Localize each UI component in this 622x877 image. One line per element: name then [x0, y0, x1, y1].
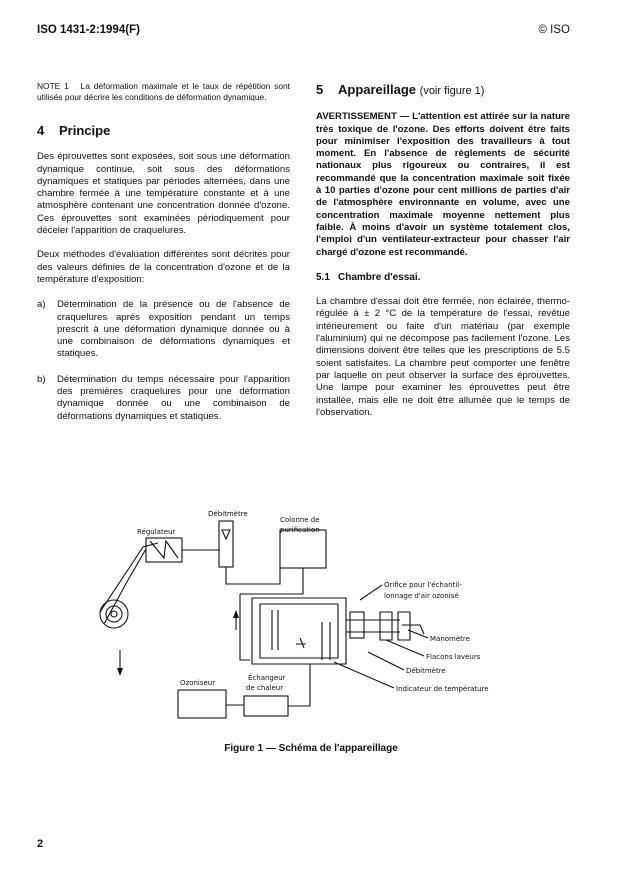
section-5-title-suffix: (voir figure 1) — [419, 85, 485, 97]
gas-washer-2 — [398, 612, 410, 640]
flowmeter-top-symbol — [222, 530, 230, 539]
leader-orifice — [360, 585, 382, 600]
section-5-heading — [316, 84, 570, 97]
heat-exchanger-box — [244, 696, 288, 716]
label-debitmetre-bottom: Débitmètre — [406, 667, 446, 675]
label-regulateur: Régulateur — [137, 528, 176, 536]
section-5-1-heading — [316, 272, 570, 284]
pipe-column-chamber — [240, 568, 303, 594]
pipe-chamber-left — [240, 594, 250, 660]
label-orifice-1: Orifice pour l'échantil- — [384, 581, 462, 589]
list-item-b-text: Détermination du temps nécessaire pour l'apparition des premières craquelures pour une déformation dynamique donnée ou une combinaison de déformations dynamiques et statiques. — [57, 373, 290, 422]
list-item-b — [37, 374, 290, 423]
chamber-fixture — [272, 610, 278, 650]
pipe-flow-column — [226, 567, 280, 584]
section-5-1-text: La chambre d'essai doit être fermée, non éclairée, thermo-régulée à ± 2 °C de la température de l'essai, revêtue intérieurement ou faite d'un matériau (par exemple l'aluminium) qui ne décompose pas facilement l'ozone. Les dimensions doivent être telles que les prescriptions de 5.5 soient satisfaites. La chambre peut comporter une fenêtre par laquelle on peut observer la surface des éprouvettes. Une lampe pour examiner les éprouvettes peut être installée, mais elle ne doit être allumée que le temps de l'observation. — [316, 296, 570, 418]
label-flacons: Flacons laveurs — [426, 653, 481, 661]
cross-mark — [296, 638, 306, 648]
list-item-b-label: b) — [37, 373, 46, 385]
label-manometre: Manomètre — [430, 635, 470, 643]
label-colonne: Colonne de — [280, 516, 320, 524]
note-1 — [37, 81, 290, 103]
sampling-block — [350, 612, 364, 638]
label-echangeur-1: Échangeur — [248, 674, 286, 682]
reel-middle — [106, 606, 122, 622]
page-number: 2 — [37, 838, 44, 850]
note-text: La déformation maximale et le taux de répétition sont utilisés pour décrire les conditions de déformation dynamique. — [37, 81, 291, 102]
right-column — [316, 84, 570, 419]
leader-indicateur — [334, 662, 394, 688]
section-5-number: 5 — [316, 82, 324, 97]
purification-column — [280, 530, 326, 568]
thermometer-stems — [322, 622, 330, 660]
arrow-down-icon — [117, 668, 123, 676]
section-5-title: Appareillage — [338, 82, 417, 97]
leader-manometer — [408, 630, 428, 638]
label-echangeur-2: de chaleur — [246, 684, 284, 692]
warning-text: AVERTISSEMENT — L'attention est attirée sur la nature très toxique de l'ozone. Des efforts doivent être faits pour minimiser l'exposition des travailleurs à tout moment. En l'absence de règlements de sécurité nationaux plus rigoureux ou contraires, il est recommandé que la concentration maximale soit fixée à 10 parties d'ozone pour cent millions de parties d'air de l'atmosphère environnante en volume, avec une concentration maximale moyenne nettement plus faible. À moins d'avoir un système totalement clos, l'emploi d'un ventilateur-extracteur pour chasser l'air chargé d'ozone est recommandé. — [316, 111, 570, 258]
section-4-title: Principe — [59, 123, 111, 138]
flowmeter-top-box — [219, 521, 233, 567]
label-debitmetre-top: Débitmètre — [208, 510, 248, 518]
standard-id: ISO 1431-2:1994(F) — [37, 24, 140, 36]
section-4-number: 4 — [37, 123, 45, 138]
apparatus-diagram — [80, 505, 540, 730]
section-4-para-2: Deux méthodes d'évaluation différentes sont décrites pour des valeurs définies de la concentration d'ozone et de la température d'exposition: — [37, 249, 290, 285]
left-column — [37, 81, 290, 423]
leader-flacons — [386, 640, 424, 656]
arrow-up-icon — [233, 610, 239, 618]
label-indicateur: Indicateur de température — [396, 685, 489, 693]
section-5-1-title: Chambre d'essai. — [338, 271, 421, 283]
label-ozoniseur: Ozoniseur — [180, 679, 216, 687]
manometer-tube — [402, 625, 424, 634]
section-4-heading — [37, 125, 290, 137]
test-chamber — [252, 598, 346, 664]
figure-caption: Figure 1 — Schéma de l'appareillage — [224, 743, 398, 754]
list-item-a-label: a) — [37, 299, 46, 311]
gas-washer-1 — [380, 612, 392, 640]
label-purification: purification — [280, 526, 320, 534]
reel-hub — [111, 611, 117, 617]
list-item-a-text: Détermination de la présence ou de l'absence de craquelures après exposition pendant un temps prescrit à une déformation dynamique donnée ou à une combinaison de déformations dynamiques et statiques. — [57, 299, 290, 360]
supply-line-2 — [104, 549, 146, 624]
copyright-mark: © ISO — [538, 24, 570, 36]
section-4-para-1: Des éprouvettes sont exposées, soit sous une déformation dynamique continue, soit sous des déformations dynamiques et statiques par périodes alternées, dans une chambre fermée à une température constante et à une atmosphère contenant une concentration donnée d'ozone. Ces éprouvettes sont examinées périodiquement pour déceler l'apparition de craquelures. — [37, 151, 290, 237]
note-label: NOTE 1 — [37, 81, 69, 91]
leader-debitmetre — [368, 652, 404, 670]
section-5-1-number: 5.1 — [316, 271, 330, 283]
label-orifice-2: lonnage d'air ozonisé — [384, 592, 459, 600]
pipe-exchanger-chamber — [288, 664, 310, 706]
ozonizer-box — [178, 690, 226, 718]
list-item-a — [37, 299, 290, 360]
